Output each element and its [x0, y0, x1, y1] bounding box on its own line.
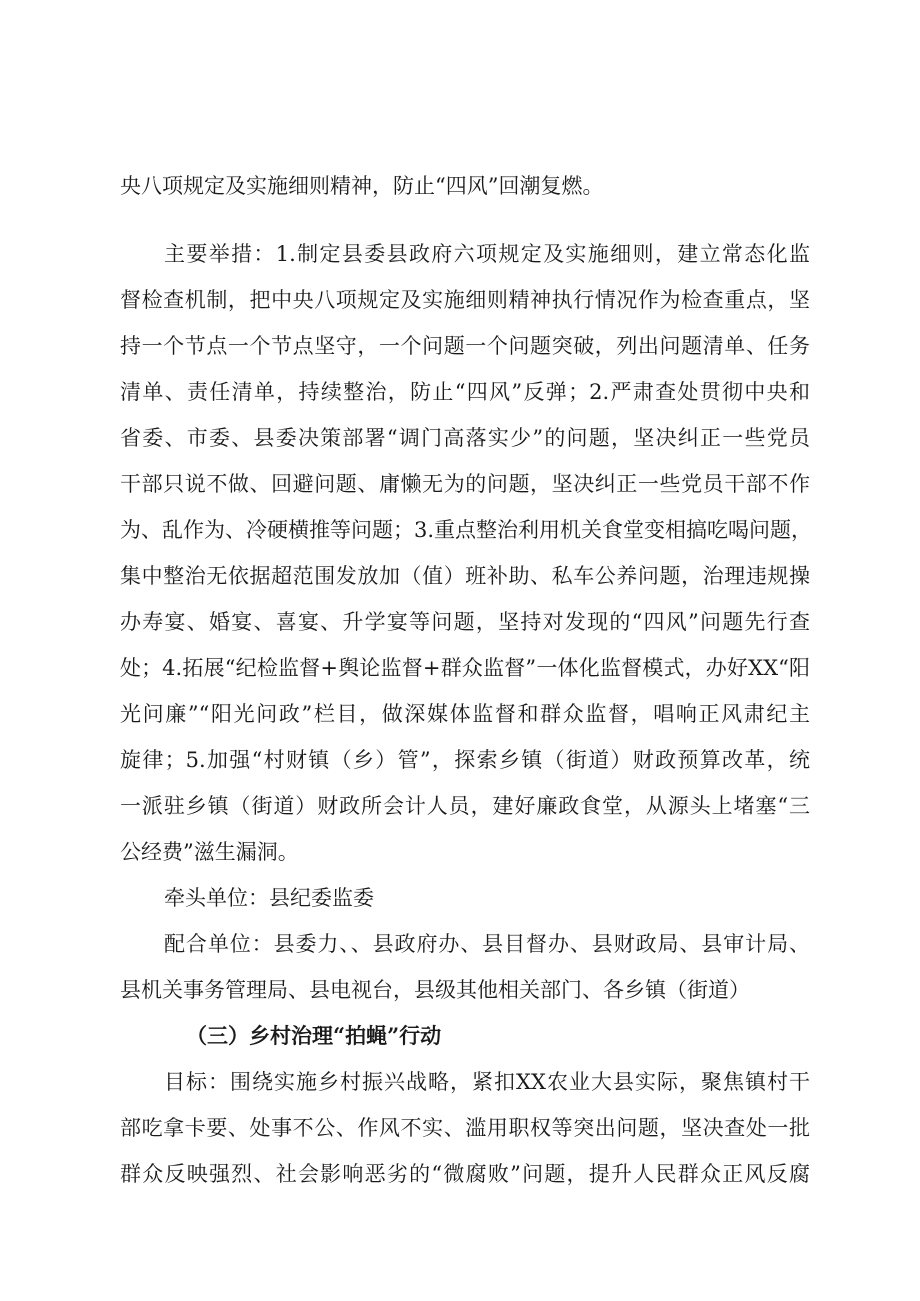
text-line: 群众反映强烈、社会影响恶劣的“微腐败”问题，提升人民群众正风反腐 — [120, 1162, 810, 1186]
text-line: 办寿宴、婚宴、喜宴、升学宴等问题，坚持对发现的“四风”问题先行查 — [120, 610, 810, 634]
section-heading: （三）乡村治理“拍蝇”行动 — [186, 1023, 442, 1048]
text-line: 省委、市委、县委决策部署“调门高落实少”的问题，坚决纠正一些党员 — [120, 426, 810, 450]
text-line: 清单、责任清单，持续整治，防止“四风”反弹；2.严肃查处贯彻中央和 — [120, 380, 810, 404]
text-line: 公经费”滋生漏洞。 — [120, 840, 299, 864]
text-line: 处；4.拓展“纪检监督+舆论监督+群众监督”一体化监督模式，办好XX“阳 — [120, 656, 810, 680]
text-line: 干部只说不做、回避问题、庸懒无为的问题，坚决纠正一些党员干部不作 — [120, 472, 810, 496]
text-line: 主要举措：1.制定县委县政府六项规定及实施细则，建立常态化监 — [164, 242, 810, 266]
cooperating-units-line: 县机关事务管理局、县电视台，县级其他相关部门、各乡镇（街道） — [120, 978, 750, 1002]
text-line: 央八项规定及实施细则精神，防止“四风”回潮复燃。 — [120, 174, 604, 198]
cooperating-units-line: 配合单位：县委力、、县政府办、县目督办、县财政局、县审计局、 — [164, 932, 810, 956]
text-line: 持一个节点一个节点坚守，一个问题一个问题突破，列出问题清单、任务 — [120, 334, 810, 358]
text-line: 一派驻乡镇（街道）财政所会计人员，建好廉政食堂，从源头上堵塞“三 — [120, 794, 810, 818]
text-line: 为、乱作为、冷硬横推等问题；3.重点整治利用机关食堂变相搞吃喝问题， — [120, 518, 813, 542]
text-line: 旋律；5.加强“村财镇（乡）管”，探索乡镇（街道）财政预算改革，统 — [120, 748, 810, 772]
text-line: 光问廉”“阳光问政”栏目，做深媒体监督和群众监督，唱响正风肃纪主 — [120, 702, 810, 726]
lead-unit-line: 牵头单位：县纪委监委 — [164, 886, 374, 910]
text-line: 督检查机制，把中央八项规定及实施细则精神执行情况作为检查重点，坚 — [120, 288, 810, 312]
text-line: 部吃拿卡要、处事不公、作风不实、滥用职权等突出问题，坚决查处一批 — [120, 1116, 810, 1140]
text-line: 集中整治无依据超范围发放加（值）班补助、私车公养问题，治理违规操 — [120, 564, 810, 588]
text-line: 目标：围绕实施乡村振兴战略，紧扣XX农业大县实际，聚焦镇村干 — [164, 1070, 810, 1094]
